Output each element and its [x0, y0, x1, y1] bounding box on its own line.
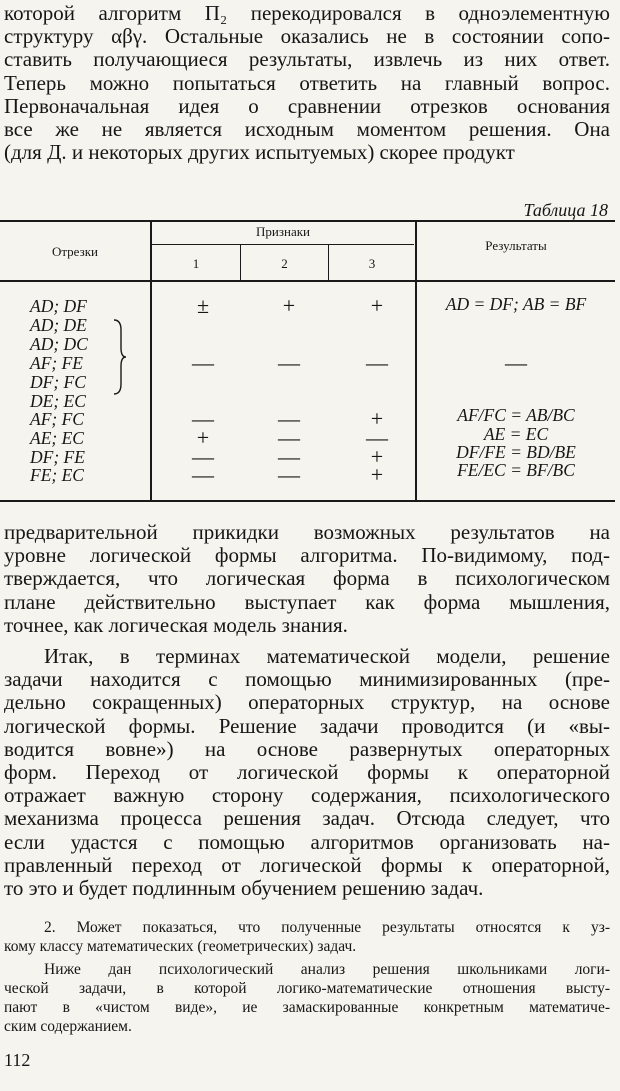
feature-mark: + — [370, 293, 384, 318]
text-line: точнее, как логическая модель знания. — [4, 612, 348, 637]
text-line: пают в «чистом виде», ие замаскированные конкретным математиче- — [4, 999, 610, 1016]
segment-cell: AE; EC — [30, 428, 84, 448]
segment-cell: DE; EC — [30, 391, 86, 411]
feature-mark: + — [282, 293, 296, 318]
result-cell: — — [505, 350, 527, 375]
feature-mark: + — [370, 462, 384, 487]
feature-mark: — — [192, 350, 214, 375]
top-paragraph — [4, 2, 610, 164]
text-line: тверждается, что логическая форма в психологическом — [4, 566, 610, 591]
feature-mark: — — [278, 350, 300, 375]
text-line: правленный переход от логической формы к операторной, — [4, 852, 610, 877]
paragraph-3 — [4, 645, 610, 900]
result-cell: AE = EC — [483, 424, 549, 444]
segment-cell: AF; FC — [30, 409, 84, 429]
text-line: механизма процесса решения задач. Отсюда следует, что — [4, 806, 610, 831]
header-feature-3: 3 — [368, 256, 376, 271]
segment-cell: DF; FC — [30, 372, 86, 392]
table-bottom-rule — [0, 500, 615, 502]
text-line: то это и будет подлинным обучением решению задач. — [4, 876, 484, 901]
paragraph-2 — [4, 521, 610, 637]
segment-cell: AD; DE — [30, 315, 87, 335]
feature-mark: ± — [196, 293, 210, 318]
table-header-rule — [0, 280, 615, 282]
table-caption: Таблица 18 — [523, 200, 608, 220]
feature-mark: — — [192, 462, 214, 487]
text-line: (для Д. и некоторых других испытуемых) скорее продукт — [4, 140, 515, 165]
feature-mark: + — [196, 425, 210, 450]
text-line: форм. Переход от логической формы к операторной — [4, 760, 610, 785]
text-line: отражает важную сторону содержания, психологического — [4, 783, 610, 808]
note-paragraph-2 — [4, 960, 610, 1036]
text-line: уровне логической формы алгоритма. По-видимому, под- — [4, 543, 610, 568]
text-line: плане действительно выступает как форма мышления, — [4, 589, 610, 614]
feature-mark: — — [366, 425, 388, 450]
text-line: задачи находится с помощью минимизированных (пре- — [4, 667, 610, 692]
feature-mark: + — [370, 406, 384, 431]
feature-mark: — — [192, 444, 214, 469]
text-line: 2. Может показаться, что полученные результаты относятся к уз- — [44, 919, 610, 936]
text-line: все же не является исходным моментом решения. Она — [4, 117, 610, 142]
note-paragraph-1 — [4, 918, 610, 956]
feature-mark: + — [370, 444, 384, 469]
header-results: Результаты — [485, 238, 547, 253]
header-segments: Отрезки — [51, 244, 99, 259]
text-line: ческой задачи, в которой логико-математические отношения высту- — [4, 980, 610, 997]
feature-mark: — — [278, 462, 300, 487]
result-cell: AF/FC = AB/BC — [457, 405, 575, 425]
feature-mark: — — [278, 406, 300, 431]
text-line: дельно сокращенных) операторных структур, на основе — [4, 690, 610, 715]
feature-mark: — — [192, 406, 214, 431]
text-line: Первоначальная идея о сравнении отрезков основания — [4, 93, 610, 118]
text-line: предварительной прикидки возможных результатов на — [4, 520, 610, 544]
segment-cell: AD; DC — [30, 334, 88, 354]
segment-cell: FE; EC — [30, 465, 84, 485]
segment-cell: AD; DF — [30, 296, 87, 316]
table-top-rule — [0, 220, 615, 222]
header-feature-2: 2 — [281, 256, 288, 271]
text-line: структуру αβγ. Остальные оказались не в состоянии сопо- — [4, 24, 610, 49]
text-line: Итак, в терминах математической модели, решение — [44, 644, 610, 668]
text-line: которой алгоритм П₂ перекодировался в одноэлементную — [4, 1, 610, 25]
text-line: Ниже дан психологический анализ решения школьниками логи- — [44, 961, 610, 978]
header-features: Признаки — [256, 224, 310, 239]
text-line: если удастся с помощью алгоритмов организовать на- — [4, 829, 610, 854]
page-number: 112 — [4, 1050, 31, 1070]
result-cell: DF/FE = BD/BE — [456, 442, 576, 462]
text-line: кому классу математических (геометрических) задач. — [4, 938, 357, 955]
feature-mark: — — [366, 350, 388, 375]
text-line: ставить получающиеся результаты, извлечь из них ответ. — [4, 47, 610, 72]
text-line: ским содержанием. — [4, 1018, 132, 1035]
result-cell: AD = DF; AB = BF — [445, 294, 587, 314]
features-subheader-rule — [152, 244, 414, 245]
header-feature-1: 1 — [192, 256, 200, 271]
text-line: логической формы. Решение задачи проводится (и «вы- — [4, 713, 610, 738]
grouping-brace — [112, 318, 128, 396]
segment-cell: AF; FE — [30, 353, 83, 373]
feature-mark: — — [278, 425, 300, 450]
feature-mark: — — [278, 444, 300, 469]
segment-cell: DF; FE — [30, 447, 85, 467]
text-line: водится вовне») на основе развернутых операторных — [4, 736, 610, 761]
result-cell: FE/EC = BF/BC — [457, 460, 575, 480]
text-line: Теперь можно попытаться ответить на главный вопрос. — [4, 70, 610, 95]
